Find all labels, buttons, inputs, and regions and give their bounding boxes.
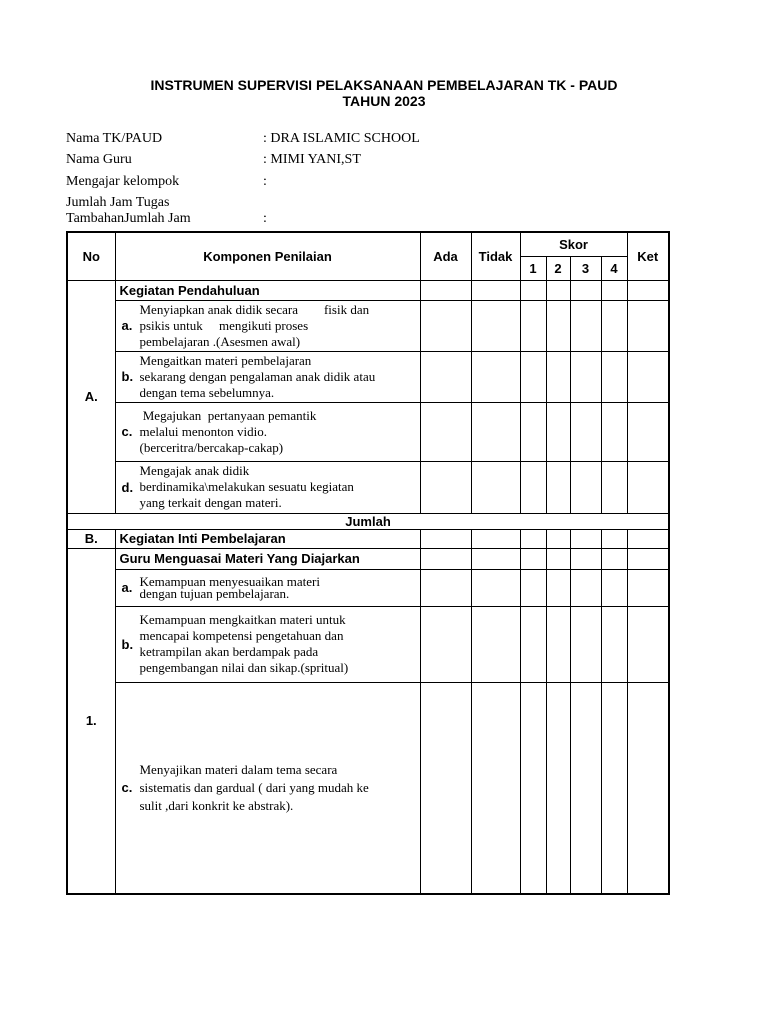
header-ada: Ada bbox=[420, 232, 471, 280]
header-komponen: Komponen Penilaian bbox=[115, 232, 420, 280]
info-label-kelompok: Mengajar kelompok bbox=[66, 174, 180, 189]
score-cell[interactable] bbox=[601, 682, 627, 894]
score-cell[interactable] bbox=[601, 606, 627, 682]
section-a-number: A. bbox=[67, 280, 115, 513]
document-title: INSTRUMEN SUPERVISI PELAKSANAAN PEMBELAJARAN TK - PAUD bbox=[150, 77, 618, 93]
item-label: c. bbox=[121, 780, 133, 796]
ket-cell[interactable] bbox=[627, 682, 669, 894]
score-cell[interactable] bbox=[546, 300, 570, 351]
info-label-nama-guru: Nama Guru bbox=[66, 152, 132, 167]
score-cell[interactable] bbox=[601, 351, 627, 402]
ada-cell[interactable] bbox=[420, 402, 471, 461]
score-cell[interactable] bbox=[546, 682, 570, 894]
ket-cell[interactable] bbox=[627, 300, 669, 351]
header-skor-4: 4 bbox=[601, 256, 627, 280]
section-1-number: 1. bbox=[67, 548, 115, 894]
score-cell[interactable] bbox=[570, 300, 601, 351]
item-a-d: d. Mengajak anak didik berdinamika\melakukan sesuatu kegiatan yang terkait dengan materi. bbox=[115, 461, 420, 513]
score-cell[interactable] bbox=[520, 300, 546, 351]
info-label-nama-tk: Nama TK/PAUD bbox=[66, 131, 163, 146]
score-cell[interactable] bbox=[570, 461, 601, 513]
score-cell[interactable] bbox=[570, 682, 601, 894]
ket-cell[interactable] bbox=[627, 461, 669, 513]
item-1-a: a. Kemampuan menyesuaikan materi dengan tujuan pembelajaran. bbox=[115, 569, 420, 606]
item-label: b. bbox=[121, 369, 134, 384]
header-skor-1: 1 bbox=[520, 256, 546, 280]
info-label-jam-tugas: Jumlah Jam Tugas bbox=[66, 195, 170, 210]
ket-cell[interactable] bbox=[627, 606, 669, 682]
item-1-b: b. Kemampuan mengkaitkan materi untuk mencapai kompetensi pengetahuan dan ketrampilan akan berdampak pada pengembangan nilai dan sikap.(spritual) bbox=[115, 606, 420, 682]
ket-cell[interactable] bbox=[627, 402, 669, 461]
document-year: TAHUN 2023 bbox=[342, 93, 426, 109]
section-a-title: Kegiatan Pendahuluan bbox=[115, 280, 420, 300]
header-skor-3: 3 bbox=[570, 256, 601, 280]
ada-cell[interactable] bbox=[420, 461, 471, 513]
score-cell[interactable] bbox=[601, 461, 627, 513]
score-cell[interactable] bbox=[520, 606, 546, 682]
section-1-title: Guru Menguasai Materi Yang Diajarkan bbox=[115, 548, 420, 569]
ket-cell[interactable] bbox=[627, 569, 669, 606]
item-label: a. bbox=[121, 318, 133, 333]
score-cell[interactable] bbox=[520, 402, 546, 461]
item-a-b: b. Mengaitkan materi pembelajaran sekarang dengan pengalaman anak didik atau dengan tema sebelumnya. bbox=[115, 351, 420, 402]
ada-cell[interactable] bbox=[420, 351, 471, 402]
info-label-jam-tambahan: TambahanJumlah Jam bbox=[66, 211, 191, 226]
score-cell[interactable] bbox=[601, 300, 627, 351]
ada-cell[interactable] bbox=[420, 606, 471, 682]
jumlah-row: Jumlah bbox=[67, 513, 669, 529]
score-cell[interactable] bbox=[601, 569, 627, 606]
ket-cell[interactable] bbox=[627, 351, 669, 402]
score-cell[interactable] bbox=[546, 606, 570, 682]
tidak-cell[interactable] bbox=[471, 351, 520, 402]
score-cell[interactable] bbox=[546, 351, 570, 402]
info-value-nama-guru: : MIMI YANI,ST bbox=[263, 152, 361, 167]
info-value-kelompok: : bbox=[263, 174, 267, 189]
score-cell[interactable] bbox=[570, 351, 601, 402]
item-a-a: a. Menyiapkan anak didik secara fisik dan psikis untuk mengikuti proses pembelajaran .(Asesmen awal) bbox=[115, 300, 420, 351]
header-ket: Ket bbox=[627, 232, 669, 280]
info-value-jam-tambahan: : bbox=[263, 211, 267, 226]
score-cell[interactable] bbox=[520, 569, 546, 606]
score-cell[interactable] bbox=[601, 402, 627, 461]
score-cell[interactable] bbox=[546, 402, 570, 461]
header-skor-2: 2 bbox=[546, 256, 570, 280]
tidak-cell[interactable] bbox=[471, 461, 520, 513]
ada-cell[interactable] bbox=[420, 300, 471, 351]
score-cell[interactable] bbox=[546, 461, 570, 513]
header-tidak: Tidak bbox=[471, 232, 520, 280]
tidak-cell[interactable] bbox=[471, 402, 520, 461]
tidak-cell[interactable] bbox=[471, 682, 520, 894]
ada-cell[interactable] bbox=[420, 569, 471, 606]
info-value-nama-tk: : DRA ISLAMIC SCHOOL bbox=[263, 131, 420, 146]
item-label: d. bbox=[121, 479, 134, 495]
score-cell[interactable] bbox=[520, 461, 546, 513]
item-1-c: c. Menyajikan materi dalam tema secara sistematis dan gardual ( dari yang mudah ke sulit ,dari konkrit ke abstrak). bbox=[115, 682, 420, 894]
item-label: c. bbox=[121, 424, 133, 439]
score-cell[interactable] bbox=[520, 682, 546, 894]
score-cell[interactable] bbox=[570, 606, 601, 682]
score-cell[interactable] bbox=[570, 402, 601, 461]
item-label: b. bbox=[121, 636, 134, 652]
item-a-c: c. Megajukan pertanyaan pemantik melalui menonton vidio. (berceritra/bercakap-cakap) bbox=[115, 402, 420, 461]
ada-cell[interactable] bbox=[420, 682, 471, 894]
header-skor: Skor bbox=[520, 232, 627, 256]
section-b-number: B. bbox=[67, 529, 115, 548]
tidak-cell[interactable] bbox=[471, 569, 520, 606]
assessment-table bbox=[66, 231, 670, 895]
tidak-cell[interactable] bbox=[471, 606, 520, 682]
item-label: a. bbox=[121, 580, 133, 595]
section-b-title: Kegiatan Inti Pembelajaran bbox=[115, 529, 420, 548]
score-cell[interactable] bbox=[570, 569, 601, 606]
header-no: No bbox=[67, 232, 115, 280]
tidak-cell[interactable] bbox=[471, 300, 520, 351]
score-cell[interactable] bbox=[520, 351, 546, 402]
score-cell[interactable] bbox=[546, 569, 570, 606]
